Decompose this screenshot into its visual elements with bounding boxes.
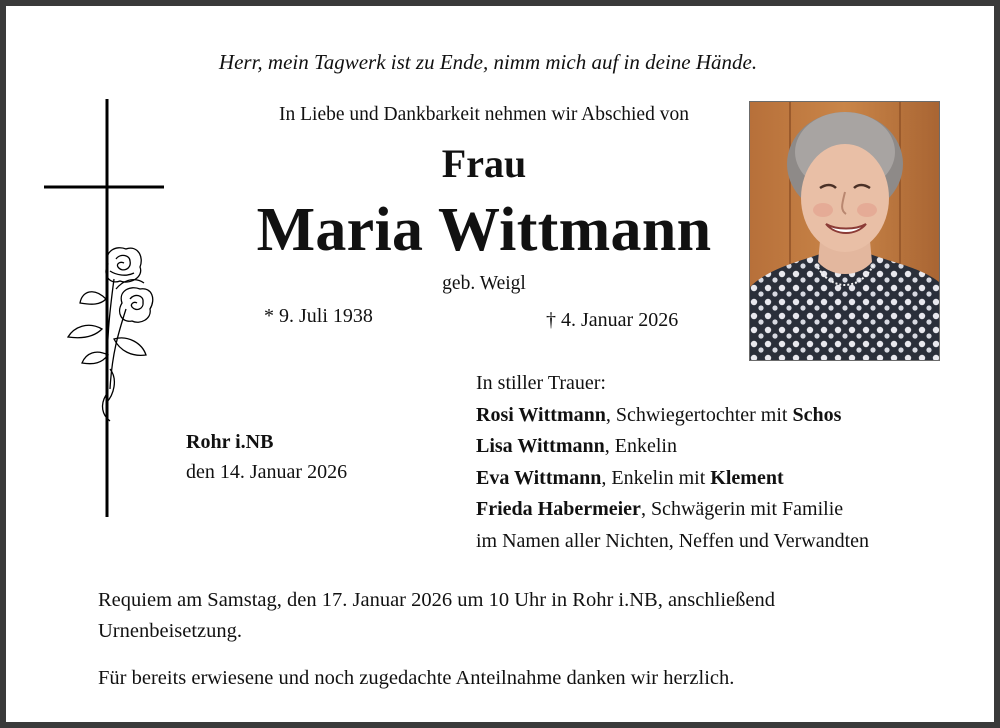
- notice-date: den 14. Januar 2026: [186, 461, 348, 483]
- mourner-relation: , Enkelin mit: [601, 466, 711, 489]
- place: Rohr i.NB: [186, 431, 274, 453]
- cross-with-roses-icon: [44, 99, 174, 529]
- mourners-heading: In stiller Trauer:: [476, 372, 606, 394]
- salutation: Frau: [441, 141, 527, 186]
- requiem-info: Requiem am Samstag, den 17. Januar 2026 um 10 Uhr in Rohr i.NB, anschließend Urnenbeisetzung.: [98, 589, 775, 642]
- thanks-line: Für bereits erwiesene und noch zugedachte Anteilnahme danken wir herzlich.: [98, 667, 735, 689]
- mourner-name: Eva Wittmann: [476, 466, 602, 489]
- death-date: † 4. Januar 2026: [546, 309, 679, 331]
- birth-date: * 9. Juli 1938: [264, 305, 373, 327]
- mourner-entry: [476, 431, 869, 463]
- intro-line: In Liebe und Dankbarkeit nehmen wir Abschied von: [279, 104, 689, 125]
- mourner-relation: , Schwägerin mit Familie: [640, 498, 844, 520]
- motto: Herr, mein Tagwerk ist zu Ende, nimm mich auf in deine Hände.: [218, 50, 758, 74]
- maiden-name: geb. Weigl: [442, 273, 526, 294]
- mourner-name: Frieda Habermeier: [476, 498, 641, 520]
- mourner-partner: Schos: [792, 403, 842, 426]
- mourner-entry: [476, 494, 869, 526]
- portrait-photo: [749, 101, 940, 361]
- mourner-partner: Klement: [710, 466, 784, 489]
- mourner-relation: , Schwiegertochter mit: [605, 403, 793, 426]
- deceased-name: Maria Wittmann: [256, 196, 712, 264]
- mourner-name: Lisa Wittmann: [476, 435, 605, 457]
- mourner-entry: [476, 463, 869, 495]
- mourner-name: Rosi Wittmann: [476, 403, 606, 426]
- mourner-entry: [476, 400, 869, 432]
- mourner-relation: , Enkelin: [604, 435, 677, 457]
- mourners-closing: im Namen aller Nichten, Neffen und Verwandten: [476, 529, 870, 552]
- mourners-block: [476, 368, 869, 557]
